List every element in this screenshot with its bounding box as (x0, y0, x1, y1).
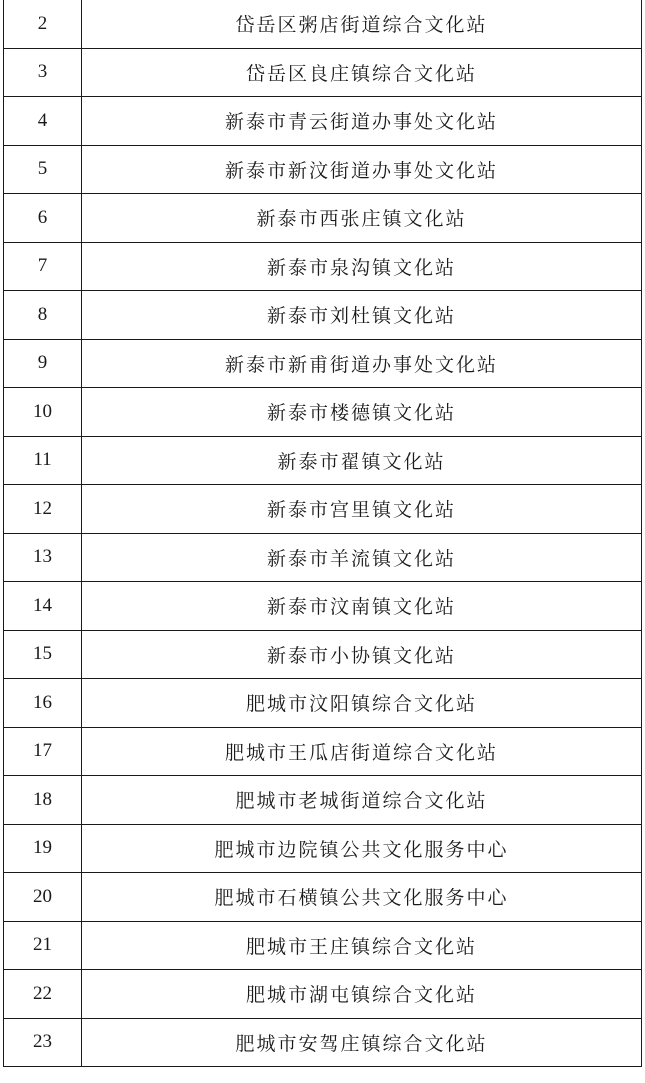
table-row (4, 485, 642, 534)
station-name: 新泰市翟镇文化站 (82, 436, 642, 485)
row-number: 16 (4, 679, 82, 728)
table-row (4, 630, 642, 679)
table-row (4, 970, 642, 1019)
row-number: 10 (4, 388, 82, 437)
culture-station-table (3, 0, 642, 1067)
table-row (4, 921, 642, 970)
station-name: 肥城市汶阳镇综合文化站 (82, 679, 642, 728)
row-number: 2 (4, 0, 82, 48)
row-number: 19 (4, 824, 82, 873)
table-row (4, 824, 642, 873)
station-name: 新泰市新甫街道办事处文化站 (82, 339, 642, 388)
table-row (4, 97, 642, 146)
station-name: 肥城市安驾庄镇综合文化站 (82, 1018, 642, 1067)
table-row (4, 679, 642, 728)
station-name: 肥城市王庄镇综合文化站 (82, 921, 642, 970)
station-name: 岱岳区良庄镇综合文化站 (82, 48, 642, 97)
table-row (4, 436, 642, 485)
station-name: 肥城市老城街道综合文化站 (82, 776, 642, 825)
row-number: 23 (4, 1018, 82, 1067)
row-number: 6 (4, 194, 82, 243)
row-number: 14 (4, 582, 82, 631)
row-number: 17 (4, 727, 82, 776)
table-row (4, 776, 642, 825)
table-body (4, 0, 642, 1067)
row-number: 4 (4, 97, 82, 146)
station-name: 新泰市西张庄镇文化站 (82, 194, 642, 243)
row-number: 20 (4, 873, 82, 922)
row-number: 18 (4, 776, 82, 825)
table-row (4, 291, 642, 340)
station-name: 新泰市新汶街道办事处文化站 (82, 145, 642, 194)
row-number: 7 (4, 242, 82, 291)
station-name: 新泰市青云街道办事处文化站 (82, 97, 642, 146)
table-row (4, 194, 642, 243)
station-name: 肥城市湖屯镇综合文化站 (82, 970, 642, 1019)
table-row (4, 339, 642, 388)
row-number: 11 (4, 436, 82, 485)
station-name: 新泰市小协镇文化站 (82, 630, 642, 679)
table-row (4, 533, 642, 582)
table-row (4, 242, 642, 291)
station-name: 岱岳区粥店街道综合文化站 (82, 0, 642, 48)
table-row (4, 388, 642, 437)
row-number: 12 (4, 485, 82, 534)
station-name: 新泰市泉沟镇文化站 (82, 242, 642, 291)
row-number: 5 (4, 145, 82, 194)
row-number: 15 (4, 630, 82, 679)
station-name: 新泰市羊流镇文化站 (82, 533, 642, 582)
row-number: 21 (4, 921, 82, 970)
station-name: 肥城市王瓜店街道综合文化站 (82, 727, 642, 776)
row-number: 3 (4, 48, 82, 97)
row-number: 13 (4, 533, 82, 582)
table-row (4, 727, 642, 776)
station-name: 新泰市汶南镇文化站 (82, 582, 642, 631)
station-name: 肥城市边院镇公共文化服务中心 (82, 824, 642, 873)
station-name: 新泰市宫里镇文化站 (82, 485, 642, 534)
table-row (4, 1018, 642, 1067)
table-row (4, 0, 642, 48)
row-number: 22 (4, 970, 82, 1019)
table-row (4, 145, 642, 194)
table-row (4, 582, 642, 631)
station-name: 肥城市石横镇公共文化服务中心 (82, 873, 642, 922)
table-row (4, 873, 642, 922)
row-number: 9 (4, 339, 82, 388)
table-row (4, 48, 642, 97)
row-number: 8 (4, 291, 82, 340)
station-name: 新泰市刘杜镇文化站 (82, 291, 642, 340)
station-name: 新泰市楼德镇文化站 (82, 388, 642, 437)
